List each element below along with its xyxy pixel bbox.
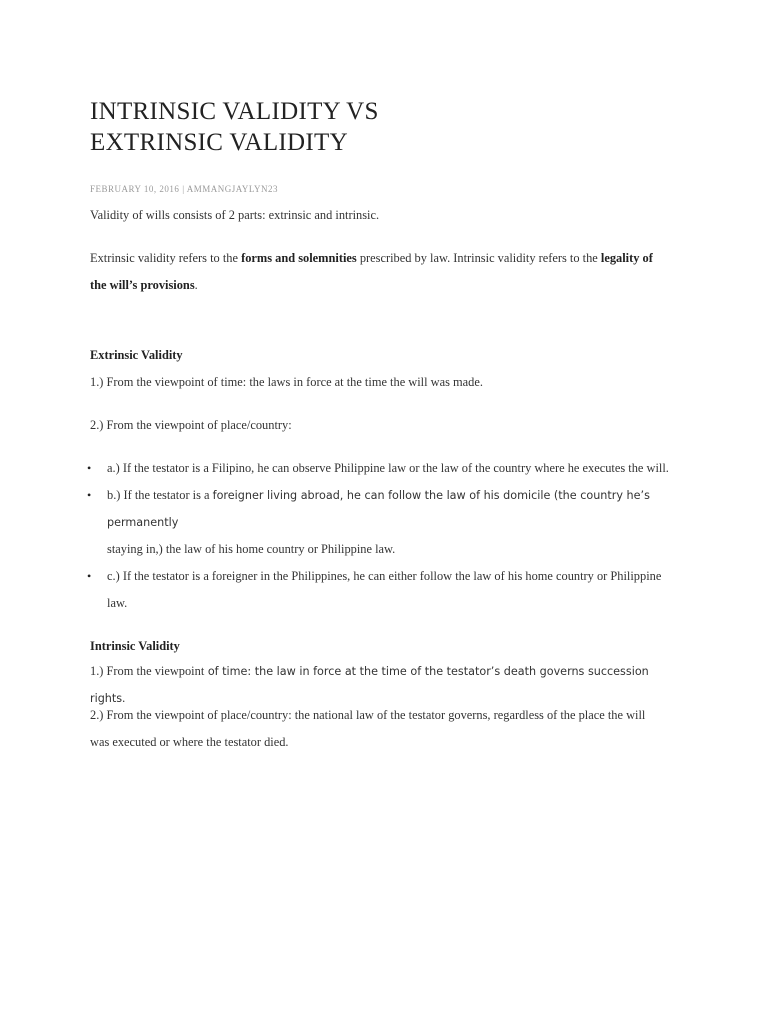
title-line-2: EXTRINSIC VALIDITY bbox=[90, 129, 348, 156]
post-date[interactable]: FEBRUARY 10, 2016 bbox=[90, 184, 180, 194]
meta-separator: | bbox=[179, 184, 187, 194]
list-item bbox=[87, 455, 680, 482]
bullet-marker: • bbox=[87, 461, 92, 475]
list-item-text: staying in,) the law of his home country or Philippine law. bbox=[107, 542, 396, 556]
list-item-text-sans: foreigner living abroad, he can follow the law of his domicile (the country he’s permanently bbox=[107, 489, 650, 529]
intrinsic-place-text: was executed or where the testator died. bbox=[90, 735, 289, 749]
extrinsic-heading: Extrinsic Validity bbox=[90, 348, 183, 362]
wills-provisions-emphasis: the will’s provisions bbox=[90, 278, 195, 292]
list-item bbox=[87, 482, 680, 563]
list-item-text: b.) If the testator is a bbox=[107, 488, 213, 502]
bullet-marker: • bbox=[87, 569, 92, 583]
list-item-text: a.) If the testator is a Filipino, he can observe Philippine law or the law of the country where he executes the will. bbox=[107, 461, 669, 475]
definition-period: . bbox=[194, 278, 198, 292]
intrinsic-time-text-sans: of time: the law in force at the time of the testator’s death governs succession rights bbox=[90, 665, 649, 705]
extrinsic-bullet-list bbox=[87, 455, 680, 617]
title-line-1: INTRINSIC VALIDITY VS bbox=[90, 98, 379, 125]
list-item bbox=[87, 563, 680, 617]
post-meta bbox=[90, 184, 278, 194]
intrinsic-heading: Intrinsic Validity bbox=[90, 639, 180, 653]
intro-paragraph: Validity of wills consists of 2 parts: extrinsic and intrinsic. bbox=[90, 208, 380, 222]
list-item-text: c.) If the testator is a foreigner in the Philippines, he can either follow the law of his home country or Philippine bbox=[107, 569, 662, 583]
intrinsic-place-text: 2.) From the viewpoint of place/country: the national law of the testator governs, regardless of the place the will bbox=[90, 708, 646, 722]
legality-emphasis: legality of bbox=[600, 251, 653, 265]
forms-solemnities-emphasis: forms and solemnities bbox=[241, 251, 357, 265]
intrinsic-time-period: . bbox=[122, 691, 126, 705]
list-item-text: law. bbox=[107, 596, 128, 610]
definition-text: prescribed by law. Intrinsic validity refers to the bbox=[356, 251, 601, 265]
extrinsic-time-paragraph: 1.) From the viewpoint of time: the laws in force at the time the will was made. bbox=[90, 375, 483, 389]
intrinsic-place-paragraph bbox=[90, 702, 680, 756]
page-title bbox=[90, 96, 379, 158]
definition-paragraph bbox=[90, 245, 680, 299]
definition-text: Extrinsic validity refers to the bbox=[90, 251, 242, 265]
bullet-marker: • bbox=[87, 488, 92, 502]
post-author[interactable]: AMMANGJAYLYN23 bbox=[186, 184, 279, 194]
extrinsic-place-paragraph: 2.) From the viewpoint of place/country: bbox=[90, 418, 292, 432]
intrinsic-time-text: 1.) From the viewpoint bbox=[90, 664, 205, 678]
